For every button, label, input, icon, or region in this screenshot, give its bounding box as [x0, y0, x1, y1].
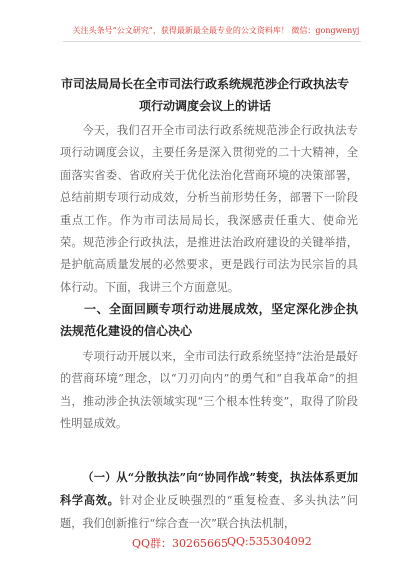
header-banner: 关注头条号“公文研究”，获得最新最全最专业的公文资料库！ 微信：gongwenyj	[72, 26, 360, 35]
paragraph-subsection-1	[60, 466, 358, 535]
header-divider	[63, 41, 361, 42]
subsection-lead: （一）从“分散执法”向“协同作战”转变，执法体系更加科学高效。	[60, 470, 358, 508]
footer-qq-contact: QQ:535304092	[227, 535, 312, 548]
paragraph-intro: 今天，我们召开全市司法行政系统规范涉企行政执法专项行动调度会议，主要任务是深入贯彻党的二十大精神，全面落实省委、省政府关于优化法治化营商环境的决策部署，总结前期专项行动成效，分析当前形势任务，部署下一阶段重点工作。作为市司法局局长，我深感责任重大、使命光荣。规范涉企行政执法，是推进法治政府建设的关键举措，是护航高质量发展的必然要求，更是践行司法为民宗旨的具体行动。下面，我讲三个方面意见。	[60, 124, 358, 294]
footer-qq-group: QQ群：30265665	[132, 537, 229, 550]
section-heading-1: 一、全面回顾专项行动进展成效，坚定深化涉企执法规范化建设的信心决心	[60, 302, 358, 338]
subsection-body: 针对企业反映强烈的“重复检查、多头执法”问题，我们创新推行“综合查一次”联合执法机制，	[60, 494, 358, 530]
paragraph-section-1: 专项行动开展以来，全市司法行政系统坚持“法治是最好的营商环境”理念，以“刀刃向内”的勇气和“自我革命”的担当，推动涉企执法领域实现“三个根本性转变”，取得了阶段性明显成效。	[60, 350, 358, 431]
document-title: 市司法局局长在全市司法行政系统规范涉企行政执法专项行动调度会议上的讲话	[60, 77, 349, 113]
